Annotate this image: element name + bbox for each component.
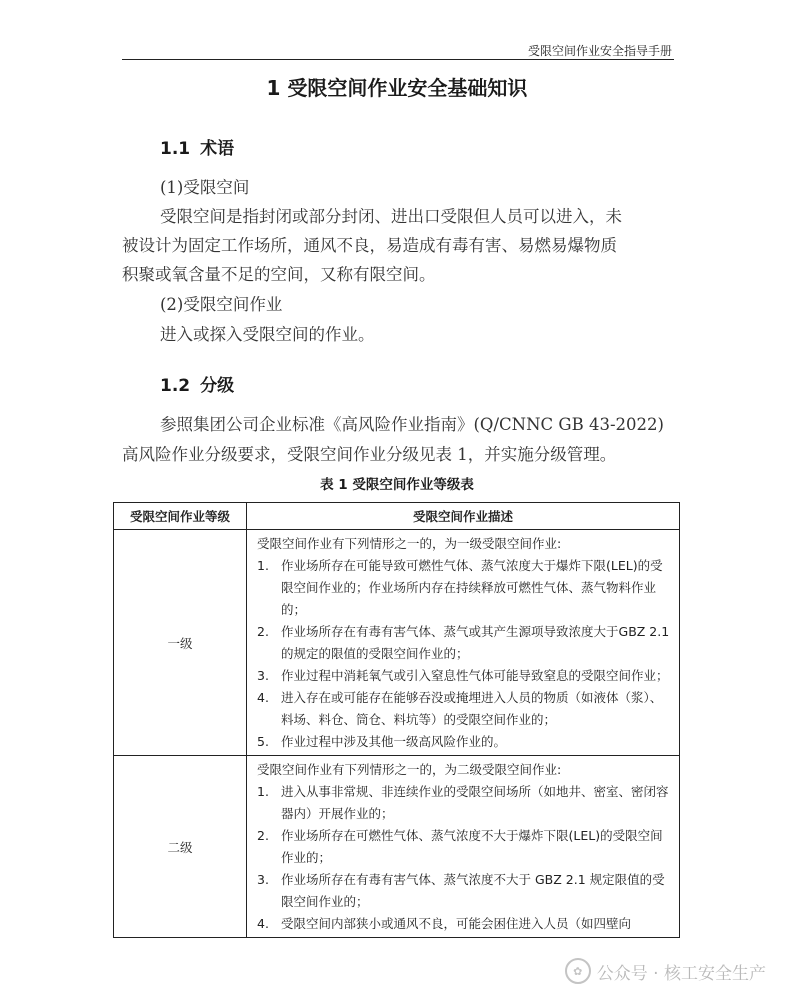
term-2-definition: 进入或探入受限空间的作业。 <box>160 325 375 344</box>
table-row <box>114 756 680 938</box>
header-divider <box>122 59 674 60</box>
grading-paragraph-line: 高风险作业分级要求，受限空间作业分级见表 1，并实施分级管理。 <box>122 445 617 464</box>
criteria-item <box>257 869 671 913</box>
section-1-1-heading <box>160 134 234 159</box>
grading-table <box>113 502 680 938</box>
criteria-item <box>257 913 671 935</box>
description-cell <box>247 530 680 756</box>
criteria-item <box>257 687 671 731</box>
watermark-text: 公众号 · 核工安全生产 <box>596 963 766 984</box>
section-title: 分级 <box>200 376 235 396</box>
criteria-number: 4. <box>257 690 269 705</box>
criteria-text: 作业场所存在可燃性气体、蒸气浓度不大于爆炸下限(LEL)的受限空间作业的； <box>281 828 663 865</box>
criteria-item <box>257 825 671 869</box>
watermark <box>565 958 766 984</box>
criteria-number: 3. <box>257 668 269 683</box>
term-2-label: (2)受限空间作业 <box>160 295 283 314</box>
header-description: 受限空间作业描述 <box>247 503 680 530</box>
term-1-label: (1)受限空间 <box>160 178 250 197</box>
table-header-row <box>114 503 680 530</box>
section-1-2-heading <box>160 371 234 396</box>
criteria-number: 3. <box>257 872 269 887</box>
criteria-list <box>257 781 671 935</box>
criteria-text: 作业场所存在有毒有害气体、蒸气浓度不大于 GBZ 2.1 规定限值的受限空间作业的； <box>281 872 665 909</box>
criteria-text: 进入从事非常规、非连续作业的受限空间场所（如地井、密室、密闭容器内）开展作业的； <box>281 784 669 821</box>
table-row <box>114 530 680 756</box>
criteria-number: 1. <box>257 784 269 799</box>
level-cell: 一级 <box>114 530 247 756</box>
running-header: 受限空间作业安全指导手册 <box>527 44 672 58</box>
description-intro: 受限空间作业有下列情形之一的，为一级受限空间作业: <box>257 536 562 551</box>
criteria-number: 2. <box>257 624 269 639</box>
chapter-title: 1 受限空间作业安全基础知识 <box>266 76 528 100</box>
criteria-number: 4. <box>257 916 269 931</box>
criteria-list <box>257 555 671 753</box>
criteria-number: 5. <box>257 734 269 749</box>
criteria-item <box>257 621 671 665</box>
criteria-text: 作业过程中消耗氧气或引入窒息性气体可能导致窒息的受限空间作业； <box>281 668 669 683</box>
criteria-text: 受限空间内部狭小或通风不良，可能会困住进入人员（如四壁向 <box>281 916 632 931</box>
criteria-text: 作业场所存在有毒有害气体、蒸气或其产生源项导致浓度大于GBZ 2.1 的规定的限值的受限空间作业的； <box>281 624 670 661</box>
description-cell <box>247 756 680 938</box>
table-caption: 表 1 受限空间作业等级表 <box>320 477 474 493</box>
term-1-definition-line: 被设计为固定工作场所，通风不良，易造成有毒有害、易燃易爆物质 <box>122 236 617 255</box>
criteria-text: 作业场所存在可能导致可燃性气体、蒸气浓度大于爆炸下限(LEL)的受限空间作业的；作业场所内存在持续释放可燃性气体、蒸气物料作业的； <box>281 558 663 617</box>
grading-paragraph-line: 参照集团公司企业标准《高风险作业指南》(Q/CNNC GB 43-2022) <box>160 415 664 434</box>
description-intro: 受限空间作业有下列情形之一的，为二级受限空间作业: <box>257 762 562 777</box>
criteria-item <box>257 555 671 621</box>
criteria-number: 1. <box>257 558 269 573</box>
section-number: 1.2 <box>160 376 191 396</box>
section-title: 术语 <box>200 139 235 159</box>
section-number: 1.1 <box>160 139 191 159</box>
term-1-definition-line: 积聚或氧含量不足的空间，又称有限空间。 <box>122 265 436 284</box>
criteria-item <box>257 665 671 687</box>
criteria-text: 进入存在或可能存在能够吞没或掩埋进入人员的物质（如液体（浆）、料场、料仓、筒仓、料坑等）的受限空间作业的； <box>281 690 663 727</box>
term-1-definition-line: 受限空间是指封闭或部分封闭、进出口受限但人员可以进入，未 <box>160 207 622 226</box>
header-level: 受限空间作业等级 <box>114 503 247 530</box>
wechat-icon: ✿ <box>565 958 591 984</box>
criteria-text: 作业过程中涉及其他一级高风险作业的。 <box>281 734 507 749</box>
criteria-item <box>257 781 671 825</box>
criteria-item <box>257 731 671 753</box>
level-cell: 二级 <box>114 756 247 938</box>
criteria-number: 2. <box>257 828 269 843</box>
